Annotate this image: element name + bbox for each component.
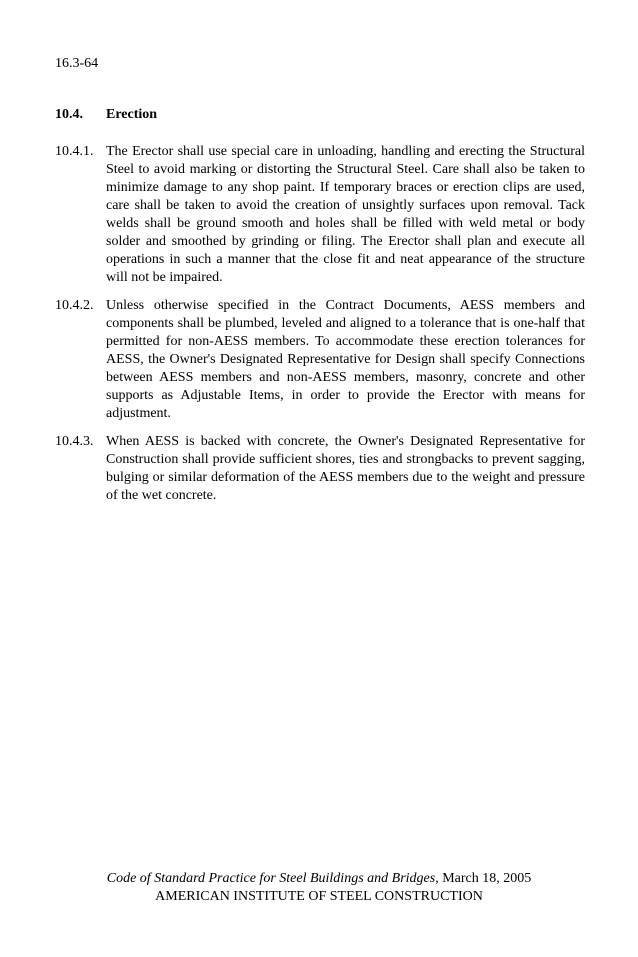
clause-text: When AESS is backed with concrete, the Owner's Designated Representative for Construction shall provide sufficient shores, ties and strongbacks to prevent sagging, bulging or similar deformation of the AESS members due to the weight and pressure of the wet concrete. [106,434,585,503]
clause-10-4-3 [55,433,585,505]
footer-date: , March 18, 2005 [435,871,532,886]
section-heading [55,107,157,123]
footer-citation [0,870,638,888]
section-number: 10.4. [55,107,83,122]
clause-10-4-1 [55,143,585,287]
clause-text: The Erector shall use special care in unloading, handling and erecting the Structural Steel to avoid marking or distorting the Structural Steel. Care shall also be taken to minimize damage to any shop paint. If temporary braces or erection clips are used, care shall be taken to avoid the creation of unsightly surfaces upon removal. Tack welds shall be ground smooth and holes shall be filled with weld metal or body solder and smoothed by grinding or filing. The Erector shall plan and execute all operations in such a manner that the close fit and neat appearance of the structure will not be impaired. [106,144,585,285]
clause-10-4-2 [55,297,585,423]
footer-document-title: Code of Standard Practice for Steel Buildings and Bridges [106,871,436,886]
footer-organization: AMERICAN INSTITUTE OF STEEL CONSTRUCTION [155,889,483,904]
clause-number: 10.4.2. [55,298,94,313]
page-number: 16.3-64 [55,56,99,71]
clause-number: 10.4.3. [55,434,94,449]
clause-number: 10.4.1. [55,144,94,159]
section-title: Erection [106,107,158,122]
clause-text: Unless otherwise specified in the Contract Documents, AESS members and components shall be plumbed, leveled and aligned to a tolerance that is one-half that permitted for non-AESS members. To accommodate these erection tolerances for AESS, the Owner's Designated Representative for Design shall specify Connections between AESS members and non-AESS members, masonry, concrete and other supports as Adjustable Items, in order to provide the Erector with means for adjustment. [106,298,585,421]
